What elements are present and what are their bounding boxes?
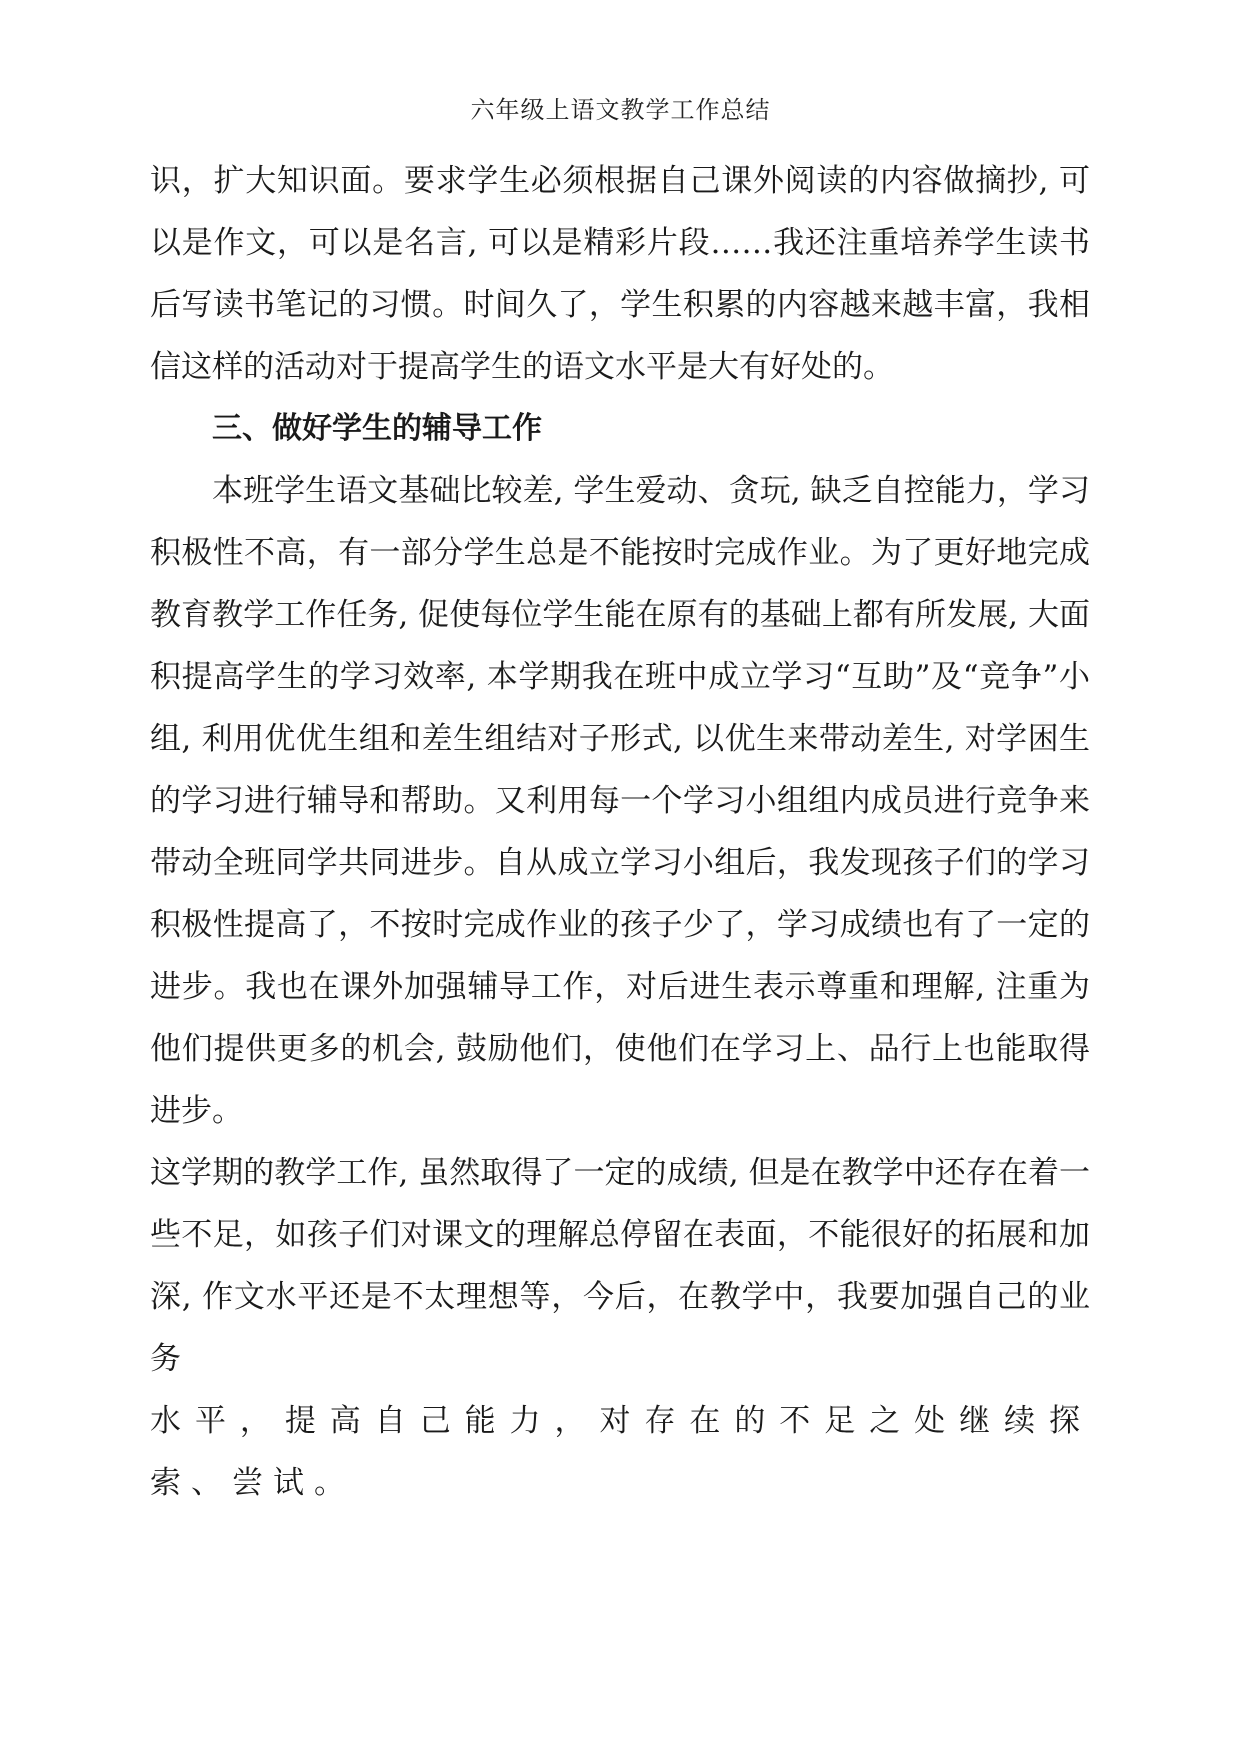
section-heading-tutoring: 三、做好学生的辅导工作 [212, 411, 542, 446]
paragraph-summary-last-line: 水平，提高自己能力，对存在的不足之处继续探索、尝试。 [150, 1403, 1090, 1501]
paragraph-tutoring-work: 本班学生语文基础比较差, 学生爱动、贪玩, 缺乏自控能力，学习积极性不高，有一部分学生总是不能按时完成作业。为了更好地完成教育教学工作任务, 促使每位学生能在原有的基础上都有所发展, 大面积提高学生的学习效率, 本学期我在班中成立学习“互助”及“竞争”小组, 利用优优生组和差生组结对子形式, 以优生来带动差生, 对学困生的学习进行辅导和帮助。又利用每一个学习小组组内成员进行竞争来带动全班同学共同进步。自从成立学习小组后，我发现孩子们的学习积极性提高了，不按时完成作业的孩子少了，学习成绩也有了一定的进步。我也在课外加强辅导工作，对后进生表示尊重和理解, 注重为他们提供更多的机会, 鼓励他们，使他们在学习上、品行上也能取得进步。 [150, 473, 1090, 1129]
page-header-title: 六年级上语文教学工作总结 [470, 96, 771, 124]
paragraph-summary: 这学期的教学工作, 虽然取得了一定的成绩, 但是在教学中还存在着一些不足，如孩子们对课文的理解总停留在表面，不能很好的拓展和加深, 作文水平还是不太理想等，今后，在教学中，我要加强自己的业务 [150, 1155, 1090, 1377]
document-body [150, 150, 1090, 1514]
paragraph-reading-notes: 识，扩大知识面。要求学生必须根据自己课外阅读的内容做摘抄, 可以是作文，可以是名言, 可以是精彩片段……我还注重培养学生读书后写读书笔记的习惯。时间久了，学生积累的内容越来越丰富，我相信这样的活动对于提高学生的语文水平是大有好处的。 [150, 163, 1090, 385]
